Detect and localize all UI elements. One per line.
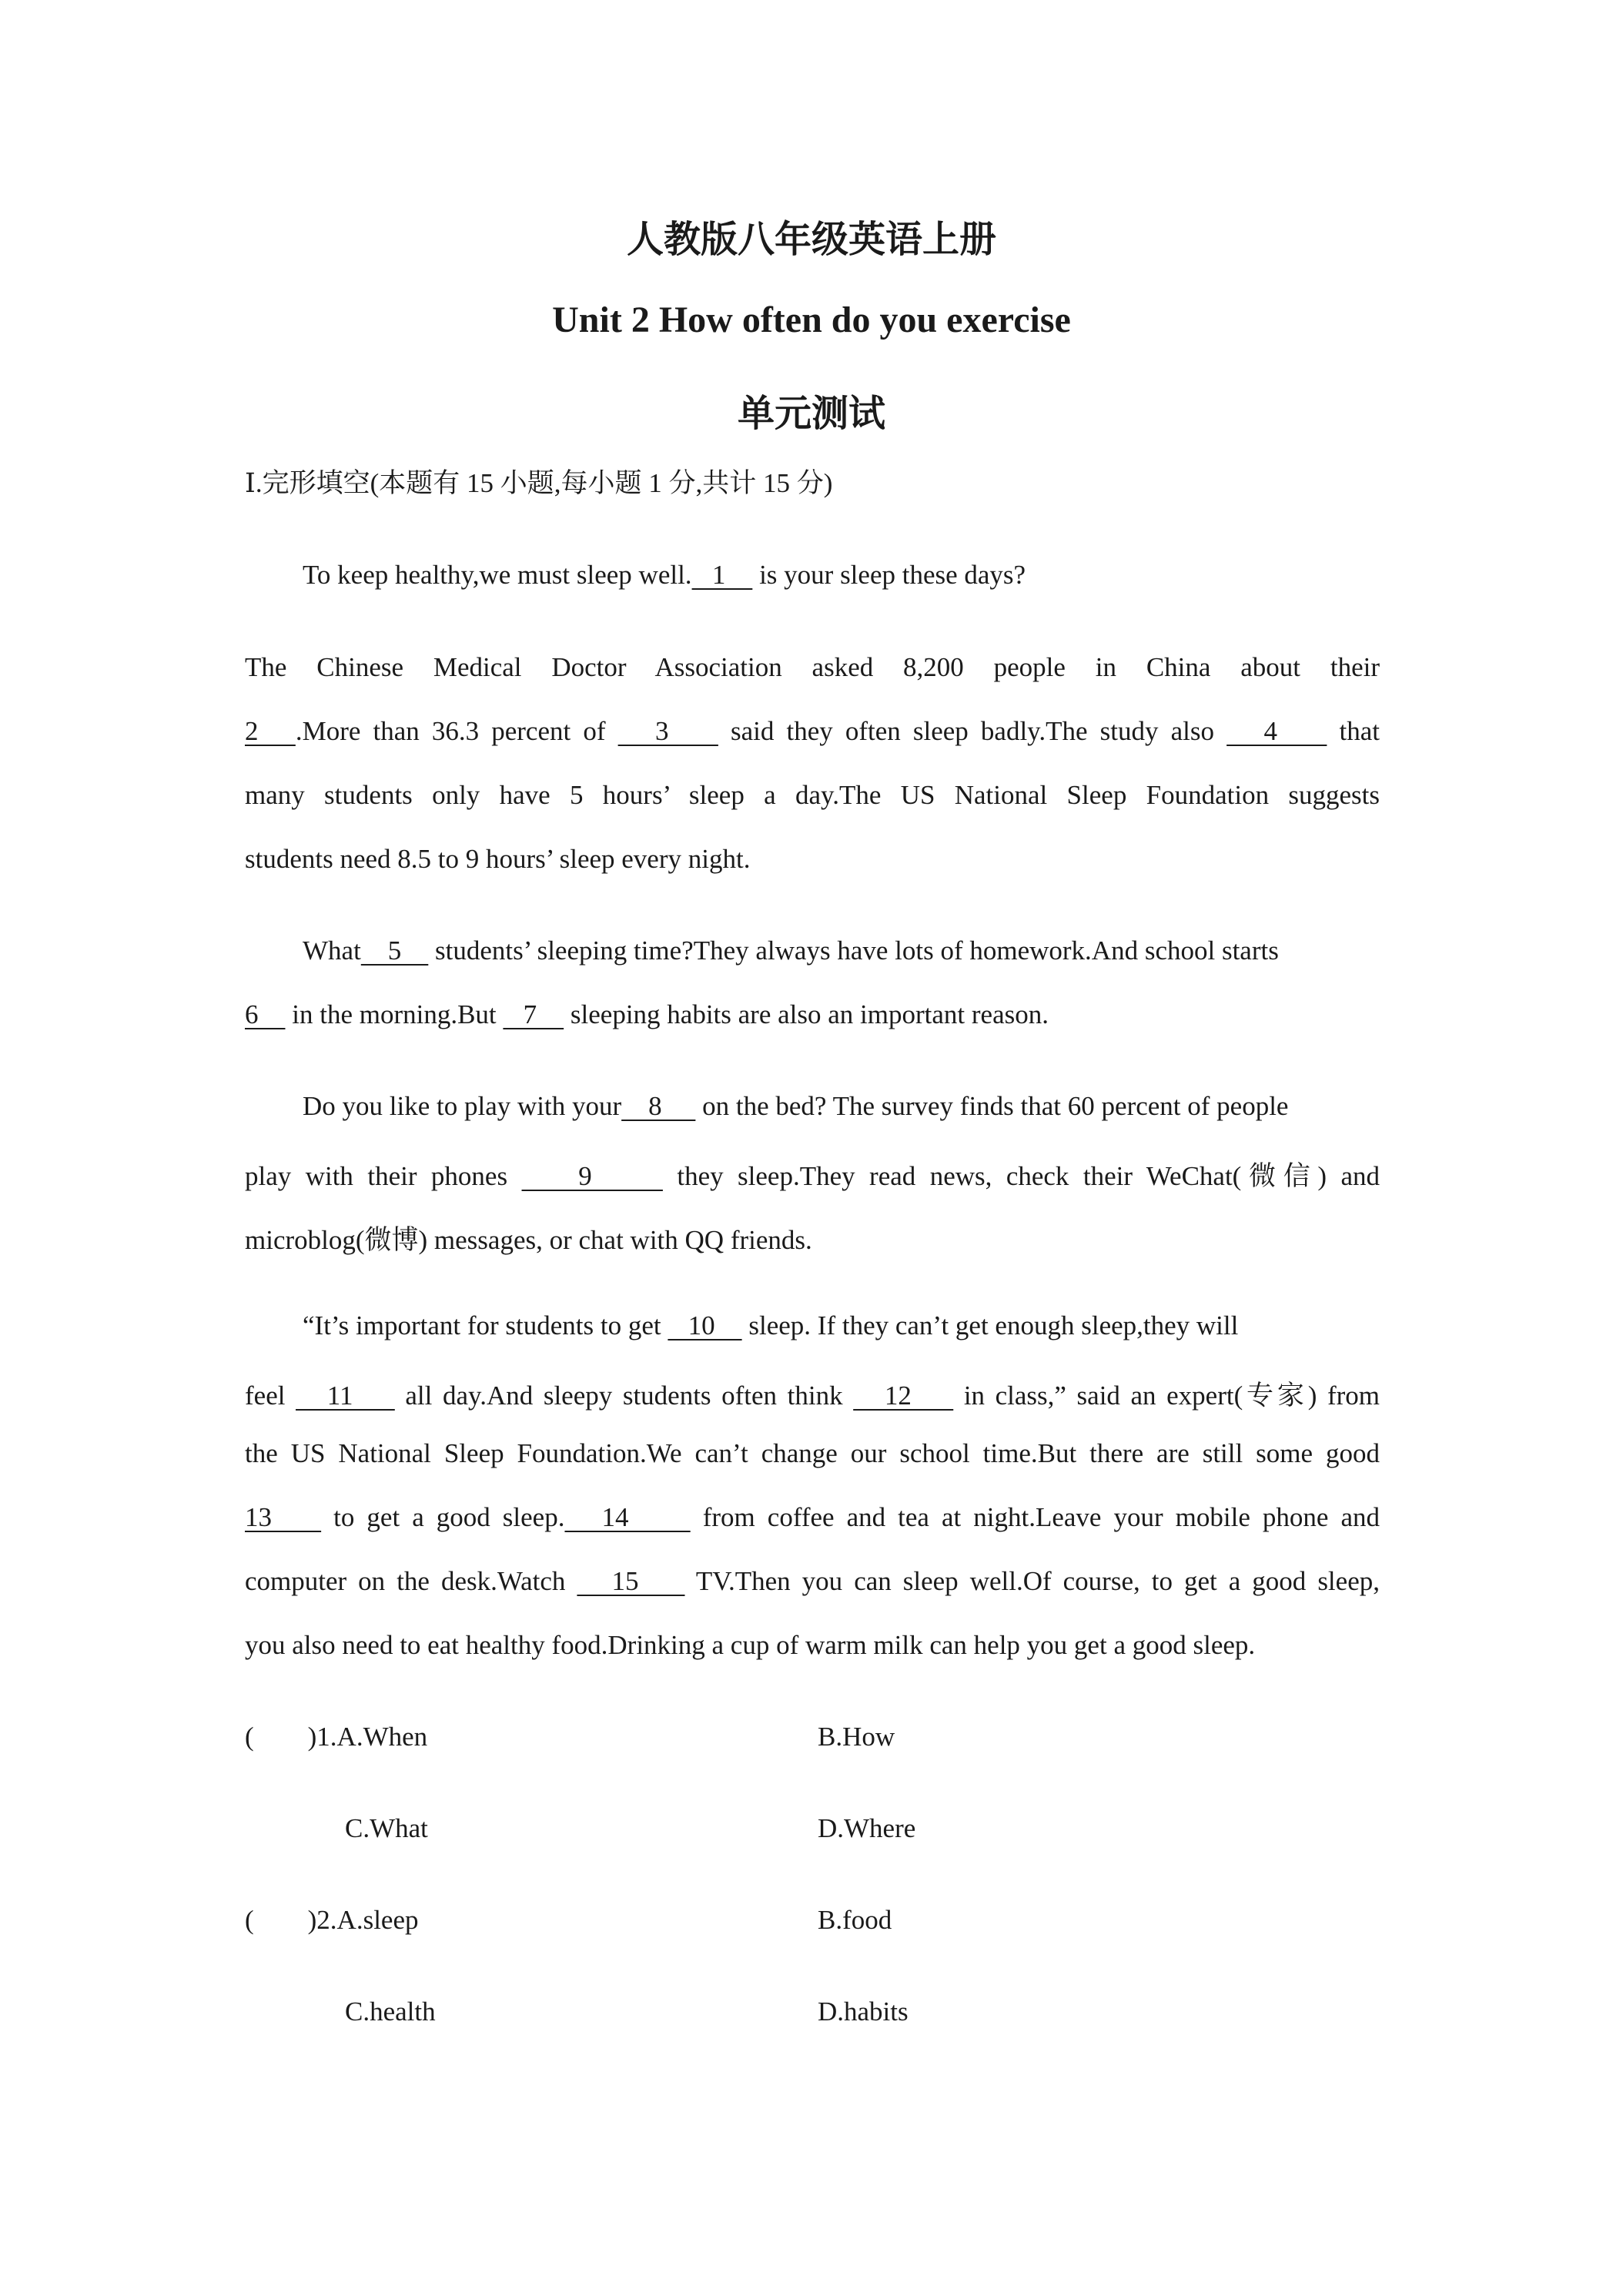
passage-text: said they often sleep badly.The study also: [718, 716, 1227, 746]
passage-paragraph-4-line-2: [245, 1155, 1380, 1193]
passage-text: sleep. If they can’t get enough sleep,they will: [741, 1310, 1239, 1340]
passage-text: “It’s important for students to get: [303, 1310, 668, 1340]
blank-14: 14: [564, 1502, 691, 1532]
passage-paragraph-2-line-2: [245, 716, 1380, 747]
blank-11: 11: [296, 1381, 395, 1411]
question-1-option-b: B.How: [818, 1722, 895, 1752]
section-heading: Ⅰ.完形填空(本题有 15 小题,每小题 1 分,共计 15 分): [245, 468, 833, 498]
passage-text: computer on the desk.Watch: [245, 1566, 577, 1596]
blank-10: 10: [668, 1310, 742, 1340]
blank-8: 8: [621, 1091, 696, 1121]
passage-paragraph-5-line-1: [303, 1310, 1238, 1341]
passage-paragraph-5-line-2: [245, 1374, 1380, 1413]
passage-text: TV.Then you can sleep well.Of course, to get a good sleep,: [684, 1566, 1380, 1596]
passage-text: play with their phones: [245, 1161, 522, 1191]
blank-6: 6: [245, 999, 286, 1029]
test-title: 单元测试: [737, 393, 885, 434]
document-title: 人教版八年级英语上册: [626, 219, 996, 260]
passage-paragraph-2-line-3: many students only have 5 hours’ sleep a day.The US National Sleep Foundation suggests: [245, 780, 1380, 810]
question-2-option-d: D.habits: [818, 1996, 909, 2027]
question-2-option-c: C.health: [345, 1996, 436, 2027]
unit-title: Unit 2 How often do you exercise: [552, 300, 1071, 340]
passage-paragraph-5-line-3: the US National Sleep Foundation.We can’t change our school time.But there are still some good: [245, 1438, 1380, 1468]
blank-5: 5: [360, 935, 429, 966]
passage-text: What: [303, 935, 361, 966]
passage-text: all day.And sleepy students often think: [394, 1381, 854, 1411]
passage-paragraph-4-line-3: microblog(微博) messages, or chat with QQ friends.: [245, 1225, 812, 1255]
question-2-option-a: ( )2.A.sleep: [245, 1905, 419, 1935]
passage-text: they sleep.They read news, check their WeChat(微信) and: [662, 1161, 1380, 1191]
question-2-option-b: B.food: [818, 1905, 892, 1935]
question-1-option-c: C.What: [345, 1813, 428, 1843]
passage-paragraph-3-line-2: [245, 999, 1049, 1030]
passage-text: feel: [245, 1381, 296, 1411]
passage-text: students’ sleeping time?They always have lots of homework.And school starts: [428, 935, 1279, 966]
passage-paragraph-1: [303, 560, 1026, 591]
passage-paragraph-5-line-4: [245, 1502, 1380, 1533]
blank-3: 3: [617, 716, 718, 746]
passage-text: To keep healthy,we must sleep well.: [303, 560, 692, 590]
blank-1: 1: [691, 560, 753, 590]
blank-7: 7: [503, 999, 564, 1029]
passage-text: on the bed? The survey finds that 60 percent of people: [695, 1091, 1289, 1121]
blank-12: 12: [853, 1381, 954, 1411]
passage-paragraph-4-line-1: [303, 1091, 1288, 1122]
passage-paragraph-5-line-6: you also need to eat healthy food.Drinking a cup of warm milk can help you get a good sleep.: [245, 1630, 1256, 1660]
blank-2: 2: [245, 716, 296, 746]
blank-15: 15: [577, 1566, 685, 1596]
passage-text: that: [1327, 716, 1380, 746]
passage-text: Do you like to play with your: [303, 1091, 622, 1121]
passage-text: .More than 36.3 percent of: [295, 716, 618, 746]
passage-paragraph-3-line-1: [303, 935, 1279, 966]
passage-text: in class,” said an expert(专家) from: [953, 1381, 1380, 1411]
passage-text: from coffee and tea at night.Leave your mobile phone and: [690, 1502, 1380, 1532]
passage-text: to get a good sleep.: [321, 1502, 565, 1532]
passage-paragraph-5-line-5: [245, 1566, 1380, 1597]
passage-text: is your sleep these days?: [752, 560, 1026, 590]
passage-paragraph-2-line-4: students need 8.5 to 9 hours’ sleep every night.: [245, 844, 751, 874]
passage-text: sleeping habits are also an important reason.: [564, 999, 1049, 1029]
passage-paragraph-2-line-1: The Chinese Medical Doctor Association asked 8,200 people in China about their: [245, 652, 1380, 682]
blank-13: 13: [245, 1502, 322, 1532]
question-1-option-a: ( )1.A.When: [245, 1722, 428, 1752]
blank-9: 9: [521, 1161, 663, 1191]
passage-text: in the morning.But: [285, 999, 504, 1029]
question-1-option-d: D.Where: [818, 1813, 916, 1843]
blank-4: 4: [1226, 716, 1327, 746]
